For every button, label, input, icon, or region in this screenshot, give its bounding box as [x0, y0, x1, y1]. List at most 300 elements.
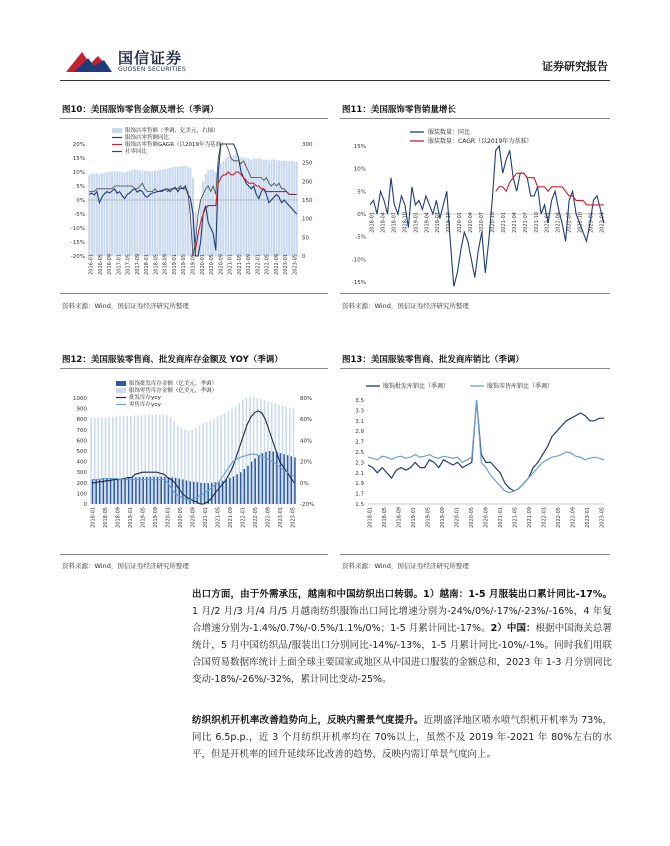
- fig12-bar-wholesale: [153, 477, 155, 504]
- fig12-bar-retail: [213, 419, 215, 504]
- fig13-y-tick-label: 3.5: [355, 398, 364, 404]
- fig11-y-tick-label: -15%: [351, 280, 366, 286]
- fig12-bar-wholesale: [218, 482, 220, 504]
- fig10-bar: [253, 158, 255, 256]
- fig10-bar: [139, 170, 141, 256]
- fig12-bar-wholesale: [128, 478, 130, 504]
- fig13-top-rule: [340, 368, 610, 369]
- fig10-bar: [245, 158, 247, 256]
- fig10-bar: [225, 158, 227, 256]
- fig10-bar: [131, 170, 133, 256]
- fig12-bar-wholesale: [211, 483, 213, 504]
- fig10-bar: [119, 172, 121, 256]
- fig12-x-tick-label: 2022-01: [240, 507, 247, 528]
- fig13-y-tick-label: 3.3: [355, 408, 364, 415]
- fig10-x-tick-label: 2022-01: [255, 254, 262, 275]
- fig11-y-tick-label: -5%: [355, 234, 366, 241]
- fig12-bar-retail: [105, 417, 107, 504]
- fig12-bar-retail: [188, 431, 190, 504]
- fig10-x-tick-label: 2021-09: [246, 254, 253, 275]
- fig12-bar-wholesale: [273, 452, 275, 504]
- fig10-bar: [281, 161, 283, 256]
- fig12-bar-retail: [235, 406, 237, 504]
- fig12-bar-retail: [119, 416, 121, 504]
- fig10-y-left-tick-label: 10%: [72, 170, 85, 176]
- fig10-bar: [96, 173, 98, 256]
- fig12-bar-wholesale: [106, 479, 108, 504]
- fig12-y-right-tick-label: 80%: [300, 396, 313, 402]
- fig10-bar: [278, 160, 280, 256]
- fig12-bar-retail: [101, 418, 103, 504]
- header-divider: [60, 80, 610, 81]
- fig10-bar: [232, 155, 234, 256]
- fig10-bar: [210, 169, 212, 256]
- fig10-bar: [258, 158, 260, 256]
- fig13-x-tick-label: 2023-01: [585, 507, 591, 528]
- fig12-y-right-tick-label: 20%: [300, 459, 313, 466]
- fig10-bar: [179, 166, 181, 256]
- fig11-chart: [340, 122, 612, 288]
- fig10-y-left-tick-label: 0%: [76, 198, 85, 204]
- fig12-x-tick-label: 2022-09: [265, 507, 272, 528]
- fig10-x-tick-label: 2020-05: [209, 254, 216, 275]
- fig10-bar: [167, 168, 169, 256]
- fig11-x-tick-label: 2020-01: [457, 212, 464, 233]
- fig12-bar-retail: [267, 401, 269, 504]
- fig10-bar: [162, 169, 164, 256]
- fig10-bar: [154, 171, 156, 256]
- fig12-bar-retail: [170, 417, 172, 504]
- fig12-bar-retail: [144, 415, 146, 504]
- fig10-x-tick-label: 2022-09: [273, 254, 280, 275]
- fig11-bottom-rule: [340, 293, 610, 294]
- fig10-bar: [227, 156, 229, 256]
- fig11-y-tick-label: 10%: [353, 166, 366, 173]
- fig12-bar-wholesale: [150, 477, 152, 504]
- fig13-x-tick-label: 2023-05: [599, 507, 606, 528]
- fig11-x-tick-label: 2022-04: [555, 212, 562, 233]
- fig10-y-left-tick-label: 20%: [72, 142, 85, 148]
- fig12-x-tick-label: 2019-05: [140, 507, 147, 528]
- fig10-y-left-tick-label: -20%: [70, 254, 85, 260]
- fig13-legend-label: 服饰零售库销比（季调）: [487, 383, 554, 390]
- fig13-x-tick-label: 2019-05: [425, 507, 432, 528]
- fig12-bar-retail: [199, 426, 201, 504]
- fig13-x-tick-label: 2020-05: [469, 507, 475, 528]
- fig12-bar-retail: [112, 417, 114, 504]
- fig12-bar-wholesale: [121, 478, 123, 504]
- report-type-label: 证券研究报告: [542, 60, 608, 73]
- fig12-bar-retail: [177, 426, 179, 504]
- fig13-x-tick-label: 2021-05: [512, 507, 519, 528]
- fig12-bar-wholesale: [236, 474, 238, 504]
- fig10-x-tick-label: 2016-09: [107, 254, 114, 275]
- paragraph-export-lead: 出口方面，由于外需承压，越南和中国纺织出口转弱。1）越南：1-5 月服装出口累计同比-17%。: [192, 589, 612, 600]
- fig12-y-left-tick-label: 100: [76, 491, 87, 498]
- fig10-bar: [93, 173, 95, 256]
- fig12-bar-wholesale: [186, 480, 188, 504]
- fig13-chart: [340, 372, 612, 550]
- fig12-bar-wholesale: [157, 477, 159, 504]
- fig12-x-tick-label: 2018-09: [115, 507, 122, 528]
- fig12-y-left-tick-label: 700: [76, 427, 87, 434]
- fig10-x-tick-label: 2018-09: [162, 254, 169, 275]
- fig10-x-tick-label: 2016-05: [97, 254, 104, 275]
- fig10-bar: [101, 173, 103, 256]
- fig12-x-tick-label: 2023-05: [290, 507, 297, 528]
- fig10-bar: [177, 167, 179, 256]
- fig10-x-tick-label: 2017-09: [134, 254, 141, 275]
- fig13-x-tick-label: 2021-09: [527, 507, 533, 528]
- fig12-legend-label: 零售库存yoy: [129, 402, 161, 408]
- fig12-bar-retail: [166, 415, 168, 504]
- fig13-y-tick-label: 2.5: [355, 450, 364, 456]
- fig13-x-tick-label: 2019-01: [411, 507, 417, 528]
- fig10-x-tick-label: 2018-05: [153, 254, 160, 275]
- fig12-bar-retail: [249, 397, 251, 504]
- fig12-title: 图12：美国服装零售商、批发商库存金额及 YOY（季调）: [62, 355, 283, 365]
- fig12-bar-retail: [152, 415, 154, 504]
- fig12-bar-retail: [94, 418, 96, 504]
- fig12-y-left-tick-label: 600: [76, 438, 87, 445]
- fig12-x-tick-label: 2021-01: [203, 507, 209, 528]
- fig11-x-tick-label: 2019-01: [413, 212, 420, 233]
- fig10-chart: [60, 122, 330, 288]
- fig10-x-tick-label: 2018-01: [144, 254, 151, 275]
- fig11-series-line: [496, 173, 604, 205]
- fig10-x-tick-label: 2016-01: [88, 254, 95, 275]
- fig10-bar: [243, 157, 245, 256]
- fig10-bar: [286, 161, 288, 256]
- fig13-x-tick-label: 2022-05: [556, 507, 562, 528]
- fig11-y-tick-label: -10%: [351, 257, 366, 264]
- fig11-x-tick-label: 2020-10: [489, 212, 496, 233]
- fig10-y-right-tick-label: 250: [302, 160, 313, 167]
- fig11-y-tick-label: 5%: [357, 189, 366, 196]
- fig10-bar: [157, 170, 159, 256]
- paragraph-export: [192, 586, 612, 688]
- fig11-legend-label: 服装数量：CAGR（以2019年为基准）: [428, 138, 533, 145]
- fig12-bar-retail: [246, 398, 248, 504]
- fig12-bar-wholesale: [110, 479, 112, 504]
- fig12-y-left-tick-label: 300: [76, 470, 87, 477]
- fig10-y-left-tick-label: -10%: [70, 226, 85, 232]
- fig10-x-tick-label: 2020-09: [218, 254, 225, 275]
- fig12-x-tick-label: 2021-05: [215, 507, 222, 528]
- fig10-x-tick-label: 2019-09: [190, 254, 197, 275]
- paragraph-loom-body: 近期盛泽地区喷水喷气织机开机率为 73%，同比 6.5p.p.，近 3 个月纺织开机率均在 70%以上，虽然不及 2019 年-2021 年 80%左右的水平，但是开机率的回升延续环比改善的趋势，反映内需订单景气度向上。: [192, 715, 612, 760]
- fig11-x-tick-label: 2022-07: [566, 212, 573, 233]
- fig12-x-tick-label: 2019-09: [153, 507, 159, 528]
- fig10-bar: [114, 171, 116, 256]
- fig12-bar-retail: [159, 415, 161, 504]
- fig12-bottom-rule: [60, 554, 328, 555]
- fig11-x-tick-label: 2023-01: [588, 211, 595, 233]
- fig10-y-right-tick-label: 100: [302, 216, 313, 223]
- fig13-x-tick-label: 2020-01: [454, 507, 461, 528]
- fig12-bar-retail: [231, 409, 233, 504]
- fig10-bar: [116, 172, 118, 256]
- fig10-bar: [164, 169, 166, 256]
- fig12-bar-retail: [134, 416, 136, 504]
- fig12-source: 资料来源：Wind，国信证券经济研究所整理: [62, 562, 189, 570]
- fig10-bar: [205, 174, 207, 256]
- fig11-x-tick-label: 2019-10: [446, 212, 453, 233]
- fig12-bar-retail: [195, 428, 197, 504]
- fig12-y-left-tick-label: 200: [76, 480, 87, 487]
- fig12-bar-retail: [275, 403, 277, 504]
- fig12-bar-wholesale: [182, 479, 184, 504]
- fig10-x-tick-label: 2021-01: [227, 254, 234, 275]
- fig13-y-tick-label: 2.9: [355, 429, 364, 436]
- fig12-y-right-tick-label: 0%: [300, 480, 309, 487]
- fig10-bar: [207, 170, 209, 256]
- fig10-y-right-tick-label: 200: [302, 179, 313, 186]
- paragraph-loom: [192, 712, 612, 763]
- fig12-bar-retail: [257, 398, 259, 504]
- fig11-top-rule: [340, 118, 610, 119]
- fig12-x-tick-label: 2023-01: [278, 507, 284, 528]
- fig11-x-tick-label: 2021-07: [522, 212, 529, 233]
- fig12-bar-wholesale: [258, 455, 260, 504]
- fig12-bar-retail: [184, 430, 186, 504]
- fig12-bar-wholesale: [168, 477, 170, 504]
- fig12-bar-retail: [137, 415, 139, 504]
- fig12-bar-retail: [163, 414, 165, 504]
- fig11-x-tick-label: 2019-04: [424, 212, 431, 233]
- fig10-bar: [293, 162, 295, 256]
- fig12-bar-retail: [202, 423, 204, 504]
- fig10-bar: [182, 166, 184, 256]
- fig10-x-tick-label: 2017-01: [116, 254, 123, 275]
- fig12-legend-label: 批发库存yoy: [129, 395, 161, 401]
- fig12-bar-retail: [191, 430, 193, 504]
- fig13-x-tick-label: 2019-09: [440, 507, 446, 528]
- fig13-legend-label: 服饰批发库销比（季调）: [383, 383, 450, 390]
- fig10-bar: [111, 172, 113, 256]
- fig10-bar: [146, 171, 148, 256]
- fig10-bar: [270, 160, 272, 256]
- fig12-bar-wholesale: [251, 462, 253, 504]
- fig12-bar-wholesale: [247, 466, 249, 504]
- fig12-x-tick-label: 2018-05: [103, 507, 109, 528]
- fig12-bar-wholesale: [117, 478, 119, 504]
- fig10-bar: [98, 174, 100, 256]
- fig10-x-tick-label: 2017-05: [125, 254, 132, 275]
- fig10-bar: [212, 169, 214, 256]
- fig12-bar-retail: [271, 402, 273, 504]
- fig13-bottom-rule: [340, 554, 610, 555]
- fig10-bar: [174, 166, 176, 256]
- fig12-y-left-tick-label: 1000: [73, 396, 87, 402]
- fig10-title: 图10：美国服饰零售金额及增长（季调）: [62, 105, 219, 115]
- fig11-x-tick-label: 2021-04: [511, 212, 518, 233]
- fig11-x-tick-label: 2018-01: [369, 212, 376, 233]
- fig10-y-left-tick-label: -15%: [70, 240, 85, 246]
- page-header: [0, 0, 670, 82]
- fig13-x-tick-label: 2018-09: [396, 507, 403, 528]
- fig12-bar-wholesale: [103, 479, 105, 504]
- fig13-x-tick-label: 2022-01: [541, 507, 548, 528]
- fig12-bar-retail: [220, 415, 222, 504]
- fig12-x-tick-label: 2019-01: [128, 507, 134, 528]
- fig12-x-tick-label: 2018-01: [90, 507, 97, 528]
- fig10-bar: [268, 160, 270, 256]
- fig12-x-tick-label: 2020-01: [165, 507, 172, 528]
- fig12-bar-retail: [90, 418, 92, 504]
- fig13-y-tick-label: 1.7: [355, 491, 364, 498]
- fig12-y-left-tick-label: 800: [76, 417, 87, 424]
- fig12-bar-wholesale: [113, 479, 115, 504]
- fig10-y-right-tick-label: 150: [302, 198, 313, 204]
- fig11-x-tick-label: 2022-10: [577, 212, 584, 233]
- fig10-bar: [149, 172, 151, 256]
- fig13-y-tick-label: 2.3: [355, 460, 364, 467]
- fig10-bar: [235, 154, 237, 256]
- paragraph-export-lead2: 2）中国：: [490, 623, 536, 634]
- guosen-logo-icon: [64, 46, 114, 76]
- fig12-bar-retail: [293, 409, 295, 504]
- fig12-y-left-tick-label: 500: [76, 449, 87, 455]
- fig12-legend-swatch: [116, 388, 126, 393]
- fig13-y-tick-label: 3.1: [355, 418, 364, 425]
- fig11-x-tick-label: 2020-04: [468, 212, 475, 233]
- fig12-bar-retail: [260, 399, 262, 504]
- fig12-bar-retail: [285, 406, 287, 504]
- fig12-y-left-tick-label: 900: [76, 406, 87, 413]
- fig13-y-tick-label: 2.1: [355, 470, 364, 477]
- fig12-top-rule: [60, 368, 328, 369]
- fig12-legend-label: 服饰批发库存金额（亿美元，季调）: [129, 381, 218, 387]
- brand-name-en: GUOSEN SECURITIES: [118, 66, 187, 73]
- fig10-bar: [184, 166, 186, 256]
- paragraph-export-body2: 根据中国海关总署统计，5 月中国纺织品/服装出口分别同比-14%/-13%，1-5 月累计同比-10%/-1%。同时我们用联合国贸易数据库统计上面全球主要国家或地区从中国进口服装的金额总和，2023 年 1-3 月分别同比变动-18%/-26%/-32%，累计同比变动-25%。: [192, 623, 612, 685]
- fig10-top-rule: [60, 118, 328, 119]
- fig12-bar-wholesale: [142, 477, 144, 504]
- fig10-bar: [152, 171, 154, 256]
- fig10-legend-label: 社零同比: [125, 149, 148, 155]
- fig13-y-tick-label: 1.9: [355, 481, 364, 488]
- fig12-bar-wholesale: [240, 472, 242, 504]
- fig12-bar-retail: [228, 411, 230, 504]
- fig12-bar-wholesale: [262, 453, 264, 504]
- fig12-bar-retail: [264, 400, 266, 504]
- fig13-x-tick-label: 2018-05: [382, 507, 388, 528]
- fig10-legend-label: 服饰店零售额（季调，亿美元，右轴）: [125, 128, 219, 134]
- fig10-bar: [124, 173, 126, 256]
- fig10-y-right-tick-label: 0: [302, 254, 306, 260]
- fig12-bar-retail: [130, 416, 132, 504]
- fig12-bar-wholesale: [254, 458, 256, 504]
- fig10-x-tick-label: 2023-05: [292, 254, 299, 275]
- fig10-bar: [169, 168, 171, 256]
- fig10-x-tick-label: 2019-01: [171, 254, 178, 275]
- fig10-bar: [126, 172, 128, 256]
- fig11-x-tick-label: 2019-07: [435, 212, 442, 233]
- fig10-y-right-tick-label: 50: [302, 235, 309, 242]
- fig12-bar-wholesale: [294, 457, 296, 504]
- fig10-bar: [134, 169, 136, 256]
- fig12-x-tick-label: 2022-05: [253, 507, 259, 528]
- fig12-bar-retail: [123, 416, 125, 504]
- fig10-bar: [275, 160, 277, 256]
- fig12-bar-retail: [116, 417, 118, 504]
- fig10-bar: [136, 170, 138, 256]
- fig12-bar-wholesale: [146, 477, 148, 504]
- fig10-bar: [88, 175, 90, 256]
- fig12-bar-retail: [278, 404, 280, 504]
- fig10-bar: [250, 160, 252, 256]
- fig10-bar: [283, 160, 285, 256]
- fig12-bar-wholesale: [197, 482, 199, 504]
- fig12-bar-wholesale: [276, 452, 278, 504]
- brand-name-cn: 国信证券: [118, 49, 183, 67]
- fig10-bar: [121, 172, 123, 256]
- fig10-bottom-rule: [60, 293, 328, 294]
- fig13-title: 图13：美国服装零售商、批发商库销比（季调）: [342, 355, 524, 365]
- fig10-x-tick-label: 2019-05: [181, 254, 188, 275]
- fig10-bar: [103, 173, 105, 256]
- fig12-bar-wholesale: [179, 479, 181, 504]
- fig12-bar-wholesale: [139, 477, 141, 504]
- fig11-x-tick-label: 2020-07: [479, 212, 486, 233]
- fig10-legend-label: 服饰店零售额GAGR（以2019年为基准）: [125, 142, 227, 148]
- fig12-y-right-tick-label: 40%: [300, 438, 313, 445]
- fig10-bar: [296, 162, 298, 256]
- fig11-x-tick-label: 2021-01: [500, 212, 507, 233]
- fig11-legend-label: 服装数量：同比: [428, 129, 471, 136]
- fig11-x-tick-label: 2018-04: [380, 212, 387, 233]
- fig10-bar: [255, 159, 257, 256]
- fig10-bar: [129, 171, 131, 256]
- fig12-bar-wholesale: [226, 480, 228, 504]
- fig12-bar-wholesale: [99, 479, 101, 504]
- fig12-bar-wholesale: [189, 481, 191, 504]
- fig11-title: 图11：美国服饰零售销量增长: [342, 105, 456, 115]
- fig12-bar-retail: [155, 415, 157, 504]
- fig10-y-right-tick-label: 300: [302, 142, 313, 148]
- fig11-source: 资料来源：Wind，国信证券经济研究所整理: [342, 302, 469, 310]
- fig10-bar: [106, 172, 108, 256]
- fig11-x-tick-label: 2018-10: [402, 212, 409, 233]
- fig13-source: 资料来源：Wind，国信证券经济研究所整理: [342, 562, 469, 570]
- fig12-bar-retail: [289, 408, 291, 504]
- fig10-bar: [263, 160, 265, 256]
- fig12-y-right-tick-label: -20%: [300, 502, 315, 508]
- fig12-chart: [60, 372, 330, 550]
- fig12-bar-wholesale: [233, 476, 235, 504]
- fig12-bar-wholesale: [287, 455, 289, 504]
- fig12-bar-wholesale: [160, 477, 162, 504]
- fig10-x-tick-label: 2021-05: [236, 254, 243, 275]
- fig12-bar-retail: [141, 415, 143, 504]
- fig12-x-tick-label: 2020-09: [190, 507, 197, 528]
- fig12-x-tick-label: 2020-05: [178, 507, 184, 528]
- fig10-bar: [230, 157, 232, 256]
- fig11-y-tick-label: 15%: [353, 144, 366, 150]
- fig10-legend-label: 服饰店零售额同比: [125, 135, 170, 141]
- fig10-bar: [144, 171, 146, 256]
- fig10-bar: [108, 172, 110, 256]
- fig12-y-right-tick-label: 60%: [300, 417, 313, 424]
- fig13-y-tick-label: 1.5: [355, 502, 364, 508]
- fig12-bar-retail: [282, 405, 284, 504]
- paragraph-loom-lead: 纺织织机开机率改善趋势向上，反映内需景气度提升。: [192, 715, 424, 726]
- fig12-bar-retail: [238, 403, 240, 504]
- fig12-bar-wholesale: [132, 478, 134, 505]
- paragraph-export-body: 1 月/2 月/3 月/4 月/5 月越南纺织服饰出口同比增速分别为-24%/0%/-17%/-23%/-16%，4 年复合增速分别为-1.4%/0.7%/-0.5%/1.1%/0%；1-5 月累计同比-17%。: [192, 606, 612, 634]
- fig12-bar-wholesale: [244, 469, 246, 504]
